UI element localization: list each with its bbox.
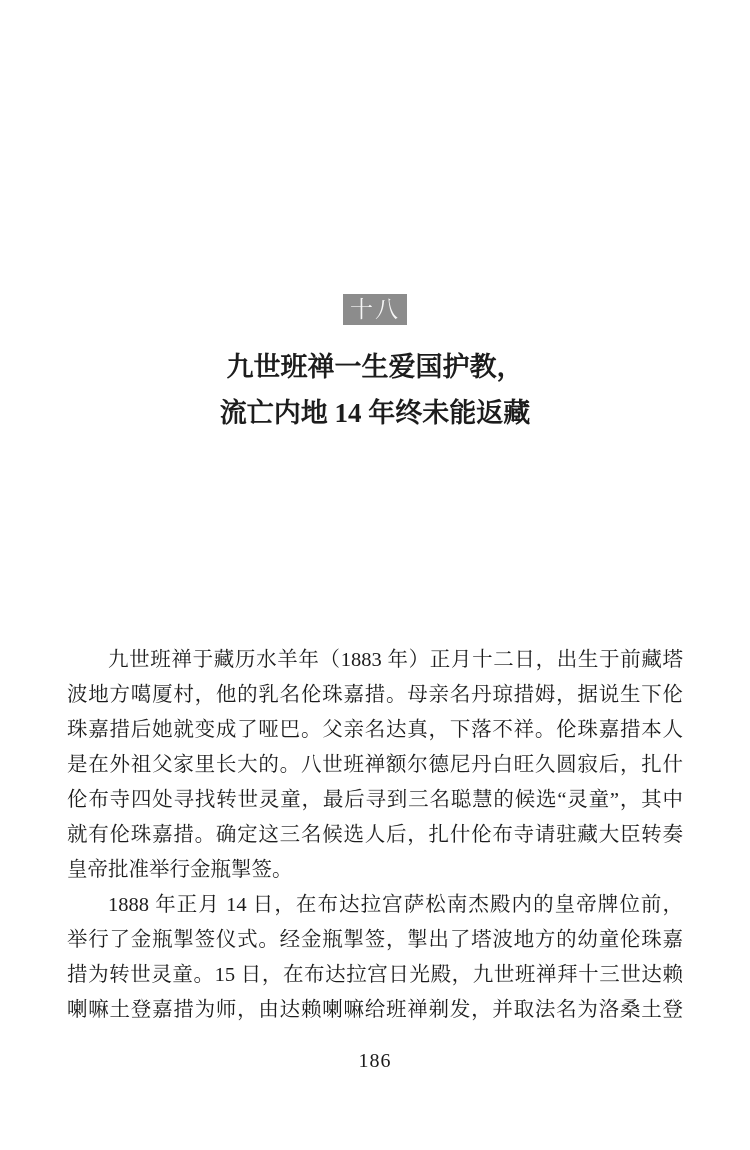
body-text-line: 措为转世灵童。15 日，在布达拉宫日光殿，九世班禅拜十三世达赖 [67,964,683,986]
chapter-number-badge: 十八 [343,294,407,325]
body-text [67,643,683,1028]
body-text-line: 就有伦珠嘉措。确定这三名候选人后，扎什伦布寺请驻藏大臣转奏 [67,824,683,846]
body-text-line: 波地方噶厦村，他的乳名伦珠嘉措。母亲名丹琼措姆，据说生下伦 [67,684,683,706]
body-text-line: 是在外祖父家里长大的。八世班禅额尔德尼丹白旺久圆寂后，扎什 [67,754,683,776]
body-text-line: 皇帝批准举行金瓶掣签。 [67,859,293,881]
body-text-line: 喇嘛土登嘉措为师，由达赖喇嘛给班禅剃发，并取法名为洛桑土登 [67,999,683,1021]
body-text-line: 九世班禅于藏历水羊年（1883 年）正月十二日，出生于前藏塔 [108,649,683,671]
body-text-line: 1888 年正月 14 日，在布达拉宫萨松南杰殿内的皇帝牌位前， [108,894,683,916]
page-number: 186 [358,1050,392,1072]
chapter-title-line-2: 流亡内地 14 年终未能返藏 [219,398,531,428]
body-text-line: 举行了金瓶掣签仪式。经金瓶掣签，掣出了塔波地方的幼童伦珠嘉 [67,929,683,951]
chapter-title [0,344,750,436]
body-text-line: 珠嘉措后她就变成了哑巴。父亲名达真，下落不祥。伦珠嘉措本人 [67,719,683,741]
body-text-line: 伦布寺四处寻找转世灵童，最后寻到三名聪慧的候选“灵童”，其中 [67,789,683,811]
chapter-title-line-1: 九世班禅一生爱国护教， [226,352,524,382]
